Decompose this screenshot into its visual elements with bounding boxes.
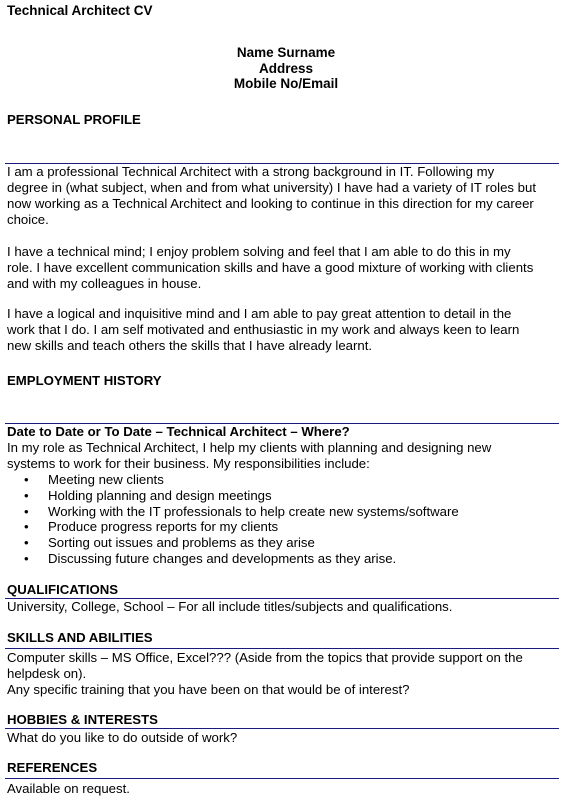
list-item	[24, 488, 459, 504]
section-rule	[5, 778, 559, 779]
list-item-text: Discussing future changes and developments as they arise.	[48, 550, 397, 566]
address-line: Address	[258, 60, 314, 76]
list-item	[24, 472, 459, 488]
text-line: and with my colleagues in house.	[7, 276, 202, 291]
text-line: In my role as Technical Architect, I help my clients with planning and designing new	[7, 440, 492, 455]
list-item	[24, 504, 459, 520]
text-line: Any specific training that you have been on that would be of interest?	[7, 682, 410, 697]
list-item	[24, 535, 459, 551]
text-line: role. I have excellent communication skills and have a good mixture of working with clients	[7, 260, 534, 275]
section-heading-employment-history: EMPLOYMENT HISTORY	[7, 373, 162, 388]
bullet-icon: •	[24, 472, 29, 487]
list-item-text: Produce progress reports for my clients	[48, 519, 279, 535]
skills-text	[7, 650, 557, 698]
list-item	[24, 551, 459, 567]
qualifications-text: University, College, School – For all include titles/subjects and qualifications.	[7, 599, 453, 614]
section-heading-skills: SKILLS AND ABILITIES	[7, 630, 153, 645]
text-line: helpdesk on).	[7, 666, 87, 681]
text-line: choice.	[7, 212, 49, 227]
hobbies-text: What do you like to do outside of work?	[7, 730, 238, 745]
section-rule	[5, 728, 559, 729]
job-intro	[7, 440, 557, 472]
bullet-icon: •	[24, 487, 29, 503]
text-line: now working as a Technical Architect and looking to continue in this direction for my career	[7, 196, 534, 211]
text-line: new skills and teach others the skills that I have already learnt.	[7, 338, 373, 353]
references-text: Available on request.	[7, 781, 130, 796]
bullet-icon: •	[24, 550, 29, 566]
section-heading-qualifications: QUALIFICATIONS	[7, 582, 119, 597]
responsibilities-list	[24, 472, 459, 567]
profile-paragraph-2	[7, 244, 557, 292]
list-item-text: Working with the IT professionals to help create new systems/software	[48, 503, 459, 519]
section-heading-personal-profile: PERSONAL PROFILE	[7, 112, 141, 127]
text-line: systems to work for their business. My responsibilities include:	[7, 456, 370, 471]
text-line: degree in (what subject, when and from what university) I have had a variety of IT roles but	[7, 180, 536, 195]
bullet-icon: •	[24, 535, 29, 551]
cv-header	[0, 45, 572, 92]
document-title: Technical Architect CV	[7, 3, 153, 18]
list-item-text: Holding planning and design meetings	[48, 487, 272, 503]
text-line: I am a professional Technical Architect with a strong background in IT. Following my	[7, 164, 495, 179]
text-line: work that I do. I am self motivated and enthusiastic in my work and always keen to learn	[7, 322, 520, 337]
section-heading-references: REFERENCES	[7, 760, 98, 775]
job-title: Date to Date or To Date – Technical Architect – Where?	[7, 424, 350, 439]
profile-paragraph-1	[7, 164, 557, 228]
list-item-text: Meeting new clients	[48, 472, 164, 487]
list-item-text: Sorting out issues and problems as they arise	[48, 535, 315, 551]
profile-paragraph-3	[7, 306, 557, 354]
text-line: I have a logical and inquisitive mind and I am able to pay great attention to detail in the	[7, 306, 512, 321]
text-line: Computer skills – MS Office, Excel??? (Aside from the topics that provide support on the	[7, 650, 523, 665]
section-rule	[5, 648, 559, 649]
bullet-icon: •	[24, 503, 29, 519]
name-line: Name Surname	[236, 45, 336, 60]
section-heading-hobbies: HOBBIES & INTERESTS	[7, 712, 158, 727]
contact-line: Mobile No/Email	[233, 76, 339, 91]
list-item	[24, 519, 459, 535]
text-line: I have a technical mind; I enjoy problem solving and feel that I am able to do this in my	[7, 244, 511, 259]
bullet-icon: •	[24, 519, 29, 535]
